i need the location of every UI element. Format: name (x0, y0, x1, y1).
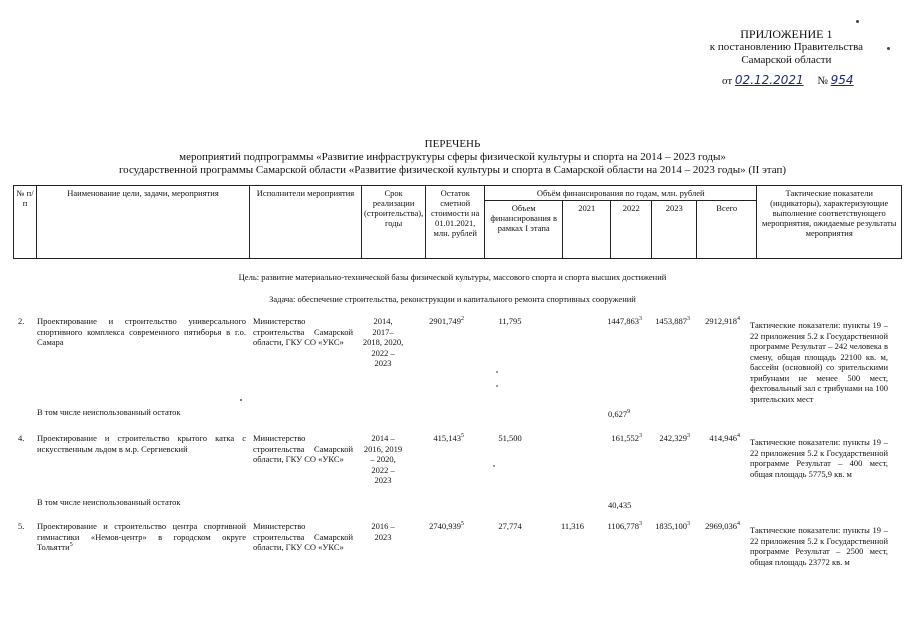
scan-speck (240, 399, 242, 401)
header-total: Всего (697, 201, 757, 259)
title-line-3: государственной программы Самарской области «Развитие физической культуры и спорта в Самарской области на 2014 – 2023 годы» (II этап) (118, 164, 787, 176)
row-2021: 11,316 (560, 521, 584, 531)
row-name: Проектирование и строительство универсального спортивного комплекса современного пятиборья в г.о. Самара (37, 316, 246, 347)
row-indicators: Тактические показатели: пункты 19 – 22 приложения 5.2 к Государственной программе Результат – 242 человека в смену, общая площадь 22100 кв. м, бассейн (основной) со зрительскими трибунами не менее 500 мест, фехтовальный зал с трибунами на 100 зрительских мест (750, 320, 888, 404)
header-balance: Остаток сметной стоимости на 01.01.2021, млн. рублей (426, 186, 485, 259)
header-name: Наименование цели, задачи, мероприятия (37, 186, 250, 259)
row-balance: 2901,749$^2$ (429, 316, 464, 326)
row-2022: 1447,863$^3$ (607, 316, 642, 326)
annex-title: ПРИЛОЖЕНИЕ 1 (740, 27, 833, 41)
goal-text: Цель: развитие материально-технической базы физической культуры, массового спорта и спорта высших достижений (238, 272, 667, 282)
task-text: Задача: обеспечение строительства, реконструкции и капитального ремонта спортивных сооружений (269, 294, 636, 304)
header-2022: 2022 (611, 201, 652, 259)
annex-line-1: к постановлению Правительства (709, 41, 863, 53)
annex-line-2: Самарской области (741, 54, 832, 66)
row-total: 2969,036$^4$ (705, 521, 740, 531)
row-name: Проектирование и строительство крытого катка с искусственным льдом в м.р. Сергиевский (37, 433, 246, 454)
annex-date: 02.12.2021 (734, 73, 804, 87)
document-title (0, 138, 905, 177)
annex-date-number (722, 73, 854, 87)
row-sub-value: 40,435 (608, 500, 632, 510)
row-number: 5. (18, 521, 25, 531)
annex-number: 954 (830, 73, 854, 87)
row-number: 4. (18, 433, 25, 443)
header-2021: 2021 (563, 201, 611, 259)
row-indicators: Тактические показатели: пункты 19 – 22 приложения 5.2 к Государственной программе Результат – 400 мест, общая площадь 5775,9 кв. м (750, 437, 888, 479)
annex-block (710, 28, 863, 67)
header-num: № п/п (14, 186, 37, 259)
row-sub-value: 0,627$^9$ (608, 409, 631, 419)
row-2022: 1106,778$^3$ (607, 521, 642, 531)
header-table (13, 185, 902, 259)
row-term: 2014, 2017– 2018, 2020, 2022 – 2023 (362, 316, 404, 368)
header-indicators: Тактические показатели (индикаторы), характеризующие выполнение соответствующего мероприятия, ожидаемые результаты мероприятия (757, 186, 902, 259)
row-number: 2. (18, 316, 25, 326)
title-line-1: ПЕРЕЧЕНЬ (424, 138, 481, 150)
row-total: 2912,918$^4$ (705, 316, 740, 326)
row-sub-label: В том числе неиспользованный остаток (37, 407, 181, 417)
header-stage1: Объем финансирования в рамках I этапа (485, 201, 563, 259)
row-term: 2014 – 2016, 2019 – 2020, 2022 – 2023 (363, 433, 403, 485)
row-stage1: 11,795 (498, 316, 522, 326)
row-2022: 161,552$^3$ (611, 433, 642, 443)
row-balance: 2740,939$^5$ (429, 521, 464, 531)
scan-speck (493, 465, 495, 467)
row-executors: Министерство строительства Самарской области, ГКУ СО «УКС» (253, 521, 353, 552)
row-2023: 1835,100$^3$ (655, 521, 690, 531)
scan-speck (496, 385, 498, 387)
row-stage1: 51,500 (498, 433, 522, 443)
annex-from-label: от (722, 75, 733, 87)
header-executors: Исполнители мероприятия (250, 186, 362, 259)
row-sub-label: В том числе неиспользованный остаток (37, 497, 181, 507)
annex-number-label: № (817, 75, 828, 87)
title-line-2: мероприятий подпрограммы «Развитие инфраструктуры сферы физической культуры и спорта на 2014 – 2023 годы» (179, 151, 726, 163)
header-term: Срок реализации (строительства), годы (362, 186, 426, 259)
scan-speck (887, 47, 890, 50)
row-name: Проектирование и строительство центра спортивной гимнастики «Немов-центр» в городском округе Тольятти$^5$ (37, 521, 246, 552)
row-2023: 1453,887$^3$ (655, 316, 690, 326)
scan-speck (496, 371, 498, 373)
row-stage1: 27,774 (498, 521, 522, 531)
scan-speck (856, 20, 859, 23)
header-2023: 2023 (652, 201, 697, 259)
row-indicators: Тактические показатели: пункты 19 – 22 приложения 5.2 к Государственной программе Результат – 2500 мест, общая площадь 23772 кв. м (750, 525, 888, 567)
row-2023: 242,329$^3$ (659, 433, 690, 443)
row-balance: 415,143$^5$ (433, 433, 464, 443)
row-executors: Министерство строительства Самарской области, ГКУ СО «УКС» (253, 433, 353, 464)
row-term: 2016 – 2023 (371, 521, 395, 542)
row-executors: Министерство строительства Самарской области, ГКУ СО «УКС» (253, 316, 353, 347)
row-total: 414,946$^4$ (709, 433, 740, 443)
header-funding-group: Объём финансирования по годам, млн. рублей (485, 186, 757, 201)
